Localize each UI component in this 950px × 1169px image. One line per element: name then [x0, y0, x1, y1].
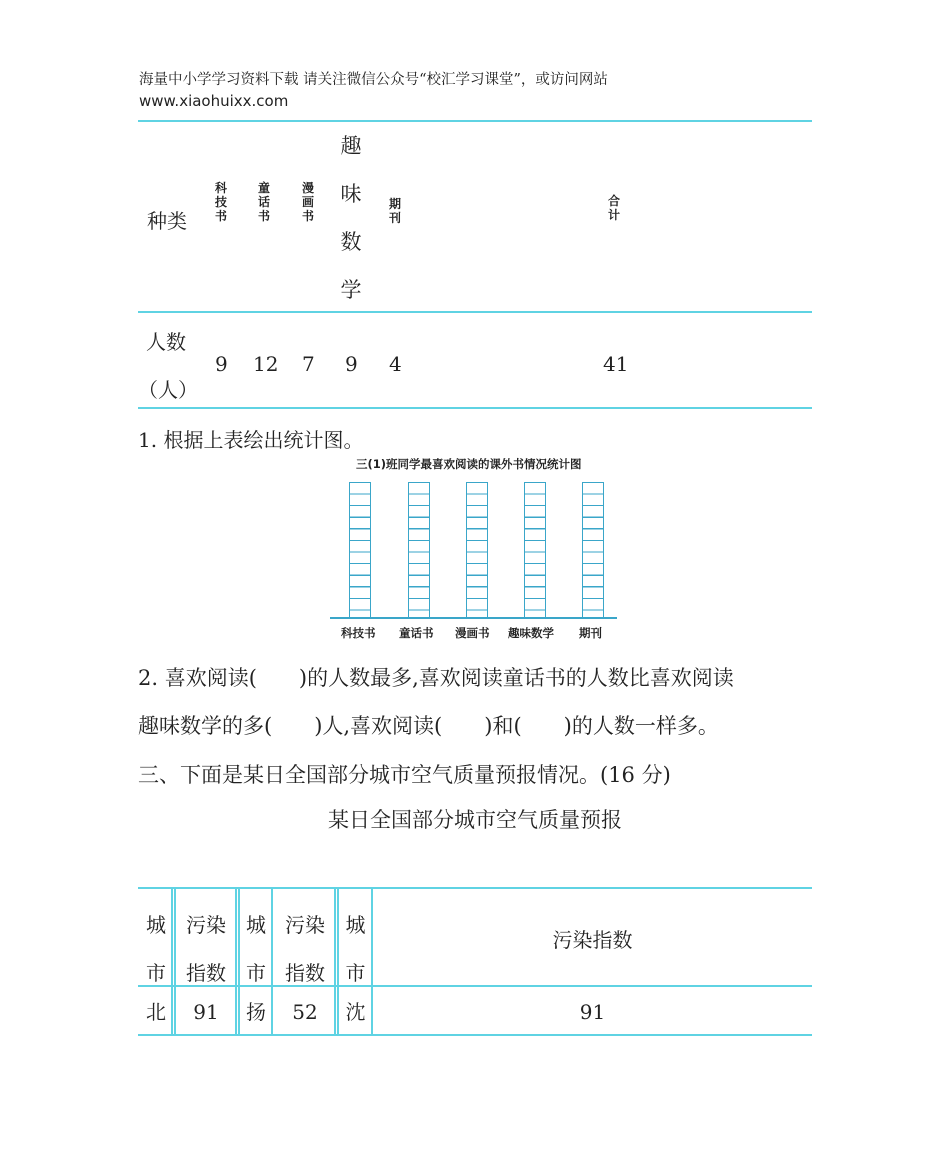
question-2-line-2: 趣味数学的多( )人,喜欢阅读( )和( )的人数一样多。 — [138, 714, 719, 738]
x-label-periodical: 期刊 — [579, 626, 602, 640]
count-fairytale: 12 — [253, 352, 279, 376]
col-header-fairytale: 童 话 书 — [257, 181, 270, 223]
col-header-science: 科 技 书 — [214, 181, 227, 223]
table1-top-rule — [138, 120, 812, 122]
header-city-2: 城 市 — [246, 913, 266, 985]
grid-bar-science — [349, 482, 371, 618]
cell-city-2: 扬 — [246, 1000, 266, 1024]
grid-bar-fairytale — [408, 482, 430, 618]
section-3-heading: 三、下面是某日全国部分城市空气质量预报情况。(16 分) — [138, 763, 671, 787]
col-header-total: 合 计 — [607, 194, 620, 222]
x-label-science: 科技书 — [341, 626, 376, 640]
question-2-line-1: 2. 喜欢阅读( )的人数最多,喜欢阅读童话书的人数比喜欢阅读 — [138, 666, 734, 690]
cell-city-1: 北 — [146, 1000, 166, 1024]
header-website: www.xiaohuixx.com — [139, 92, 289, 110]
grid-bar-fun-math — [524, 482, 546, 618]
table1-bottom-rule — [138, 407, 812, 409]
table2-caption: 某日全国部分城市空气质量预报 — [328, 808, 622, 832]
count-total: 41 — [603, 352, 629, 376]
cell-index-2: 52 — [292, 1000, 318, 1024]
table1-mid-rule — [138, 311, 812, 313]
header-index-3: 污染指数 — [552, 928, 633, 952]
header-city-1: 城 市 — [146, 913, 166, 985]
row-label-category: 种类 — [147, 209, 187, 233]
count-periodical: 4 — [389, 352, 402, 376]
chart-x-axis — [330, 617, 617, 619]
col-header-comic: 漫 画 书 — [301, 181, 314, 223]
question-1: 1. 根据上表绘出统计图。 — [138, 428, 364, 452]
x-label-comic: 漫画书 — [455, 626, 490, 640]
count-fun-math: 9 — [345, 352, 358, 376]
header-notice: 海量中小学学习资料下载 请关注微信公众号“校汇学习课堂”，或访问网站 — [139, 72, 608, 88]
grid-bar-periodical — [582, 482, 604, 618]
cell-city-3: 沈 — [345, 1000, 366, 1024]
cell-index-1: 91 — [193, 1000, 219, 1024]
row-label-unit: （人） — [138, 378, 198, 402]
header-city-3: 城 市 — [345, 913, 366, 985]
chart-title: 三(1)班同学最喜欢阅读的课外书情况统计图 — [356, 457, 582, 471]
x-label-fairytale: 童话书 — [399, 626, 434, 640]
col-header-periodical: 期 刊 — [388, 197, 401, 225]
page-header — [139, 70, 819, 112]
count-comic: 7 — [302, 352, 315, 376]
col-header-fun-math: 趣 味 数 学 — [340, 134, 362, 302]
grid-bar-comic — [466, 482, 488, 618]
row-label-count: 人数 — [146, 330, 186, 354]
header-index-1: 污染 指数 — [186, 913, 226, 985]
cell-index-3: 91 — [579, 1000, 606, 1024]
header-index-2: 污染 指数 — [285, 913, 325, 985]
x-label-fun-math: 趣味数学 — [508, 626, 554, 640]
count-science: 9 — [215, 352, 228, 376]
